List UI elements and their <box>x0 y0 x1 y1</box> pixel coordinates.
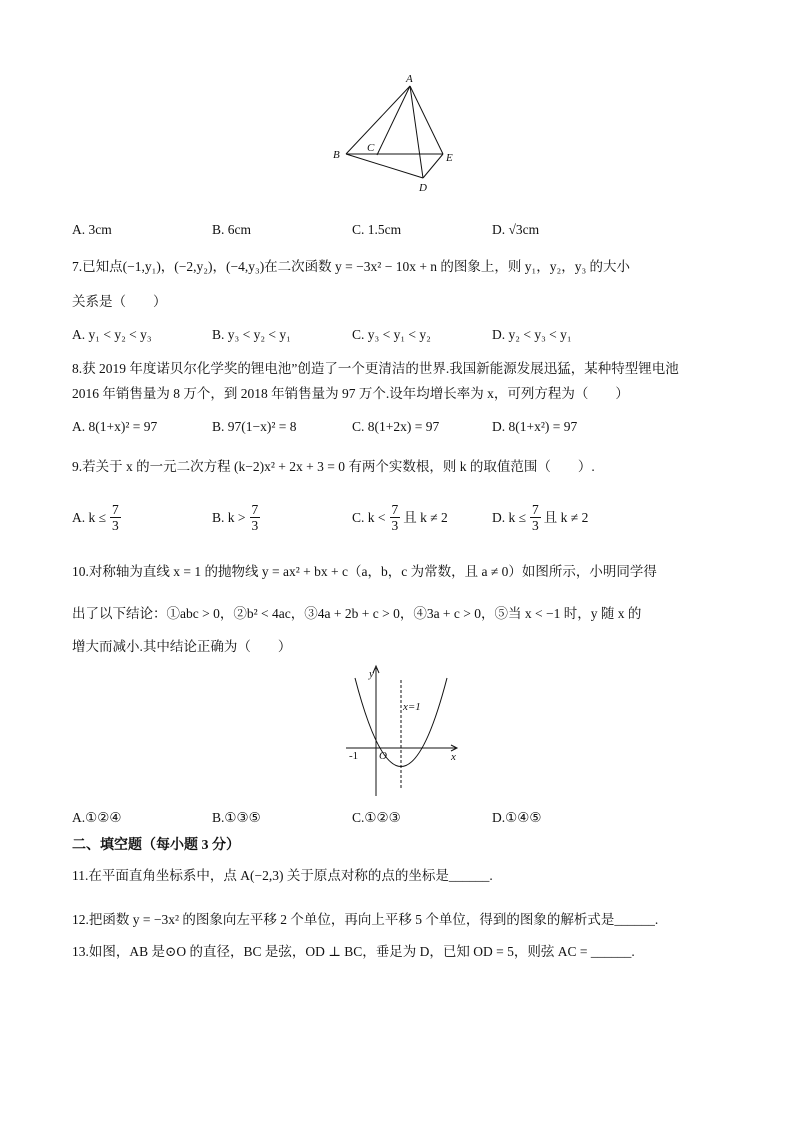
edge-ab <box>346 86 410 154</box>
q10-stem-line1: 10.对称轴为直线 x = 1 的抛物线 y = ax² + bx + c（a，b，c 为常数，且 a ≠ 0）如图所示，小明同学得 <box>72 564 657 579</box>
q9-option-c <box>352 502 448 533</box>
q13-text: 13.如图，AB 是⊙O 的直径，BC 是弦，OD ⊥ BC，垂足为 D，已知 OD = 5，则弦 AC = ______. <box>72 944 635 959</box>
q6-option-a: A. 3cm <box>72 222 112 237</box>
pyramid-figure <box>326 66 466 194</box>
origin-label: O <box>379 750 387 762</box>
q9-option-b-denominator: 3 <box>251 518 259 533</box>
q10-option-b: B.①③⑤ <box>212 810 261 825</box>
q7-option-d: D. y₂ < y₃ < y₁ <box>492 327 572 342</box>
q7-option-b: B. y₃ < y₂ < y₁ <box>212 327 291 342</box>
q10-option-c: C.①②③ <box>352 810 401 825</box>
q7-option-a: A. y₁ < y₂ < y₃ <box>72 327 152 342</box>
q9-option-a <box>72 502 124 533</box>
section-title: 二、填空题（每小题 3 分） <box>72 838 240 853</box>
q9-option-a-numerator: 7 <box>112 502 119 517</box>
q9-option-c-numerator: 7 <box>391 502 399 517</box>
q10-option-d: D.①④⑤ <box>492 810 542 825</box>
q9-option-d-fraction <box>530 502 541 533</box>
label-d: D <box>419 182 427 194</box>
label-a: A <box>406 73 413 85</box>
x-axis-label: x <box>451 751 456 763</box>
q9-option-c-label: C. k < <box>352 509 386 525</box>
q9-option-d <box>492 502 588 533</box>
q9-option-b-fraction <box>250 502 261 533</box>
q12-text: 12.把函数 y = −3x² 的图象向左平移 2 个单位，再向上平移 5 个单位，得到的图象的解析式是______. <box>72 912 659 927</box>
q9-option-a-label: A. k ≤ <box>72 509 107 525</box>
q8-option-d: D. 8(1+x²) = 97 <box>492 419 578 434</box>
q9-option-c-denominator: 3 <box>391 518 399 533</box>
minus-one-label: -1 <box>349 750 359 762</box>
q8-option-c: C. 8(1+2x) = 97 <box>352 419 440 434</box>
q10-option-a: A.①②④ <box>72 810 122 825</box>
q6-option-d: D. √3cm <box>492 222 540 237</box>
edge-de <box>423 154 443 178</box>
q8-option-b: B. 97(1−x)² = 8 <box>212 419 297 434</box>
q9-option-a-denominator: 3 <box>112 518 119 533</box>
q9-option-b-label: B. k > <box>212 509 246 525</box>
q9-option-b-numerator: 7 <box>251 502 259 517</box>
q9-option-d-suffix: 且 k ≠ 2 <box>543 509 589 525</box>
q9-option-d-numerator: 7 <box>532 502 539 517</box>
label-c: C <box>367 142 375 154</box>
q9-option-c-fraction <box>390 502 401 533</box>
q11-text: 11.在平面直角坐标系中，点 A(−2,3) 关于原点对称的点的坐标是______. <box>72 868 493 883</box>
q7-stem-line2: 关系是（ ） <box>72 294 167 309</box>
q9-option-d-label: D. k ≤ <box>492 509 527 525</box>
q9-option-b <box>212 502 263 533</box>
q9-option-c-suffix: 且 k ≠ 2 <box>403 509 448 525</box>
q6-option-b: B. 6cm <box>212 222 251 237</box>
label-e: E <box>446 152 453 164</box>
q9-stem: 9.若关于 x 的一元二次方程 (k−2)x² + 2x + 3 = 0 有两个实数根，则 k 的取值范围（ ）. <box>72 459 595 474</box>
y-axis-label: y <box>369 668 374 680</box>
q9-option-d-denominator: 3 <box>532 518 539 533</box>
q8-option-a: A. 8(1+x)² = 97 <box>72 419 158 434</box>
q7-stem-line1: 7.已知点(−1,y₁)，(−2,y₂)，(−4,y₃)在二次函数 y = −3x² − 10x + n 的图象上，则 y₁，y₂，y₃ 的大小 <box>72 259 631 274</box>
label-b: B <box>333 149 340 161</box>
edge-ac <box>377 86 410 155</box>
symmetry-axis-label: x=1 <box>403 701 421 713</box>
q6-option-c: C. 1.5cm <box>352 222 402 237</box>
q10-stem-line3: 增大而减小.其中结论正确为（ ） <box>72 639 292 654</box>
parabola-figure <box>336 660 466 798</box>
edge-bd <box>346 154 423 178</box>
q10-stem-line2: 出了以下结论：①abc > 0，②b² < 4ac，③4a + 2b + c > 0，④3a + c > 0，⑤当 x < −1 时，y 随 x 的 <box>72 606 642 621</box>
q8-stem-line1: 8.获 2019 年度诺贝尔化学奖的锂电池”创造了一个更清洁的世界.我国新能源发展迅猛，某种特型锂电池 <box>72 361 679 376</box>
q7-option-c: C. y₃ < y₁ < y₂ <box>352 327 431 342</box>
q8-stem-line2: 2016 年销售量为 8 万个，到 2018 年销售量为 97 万个.设年均增长率为 x，可列方程为（ ） <box>72 386 629 401</box>
q9-option-a-fraction <box>110 502 121 533</box>
